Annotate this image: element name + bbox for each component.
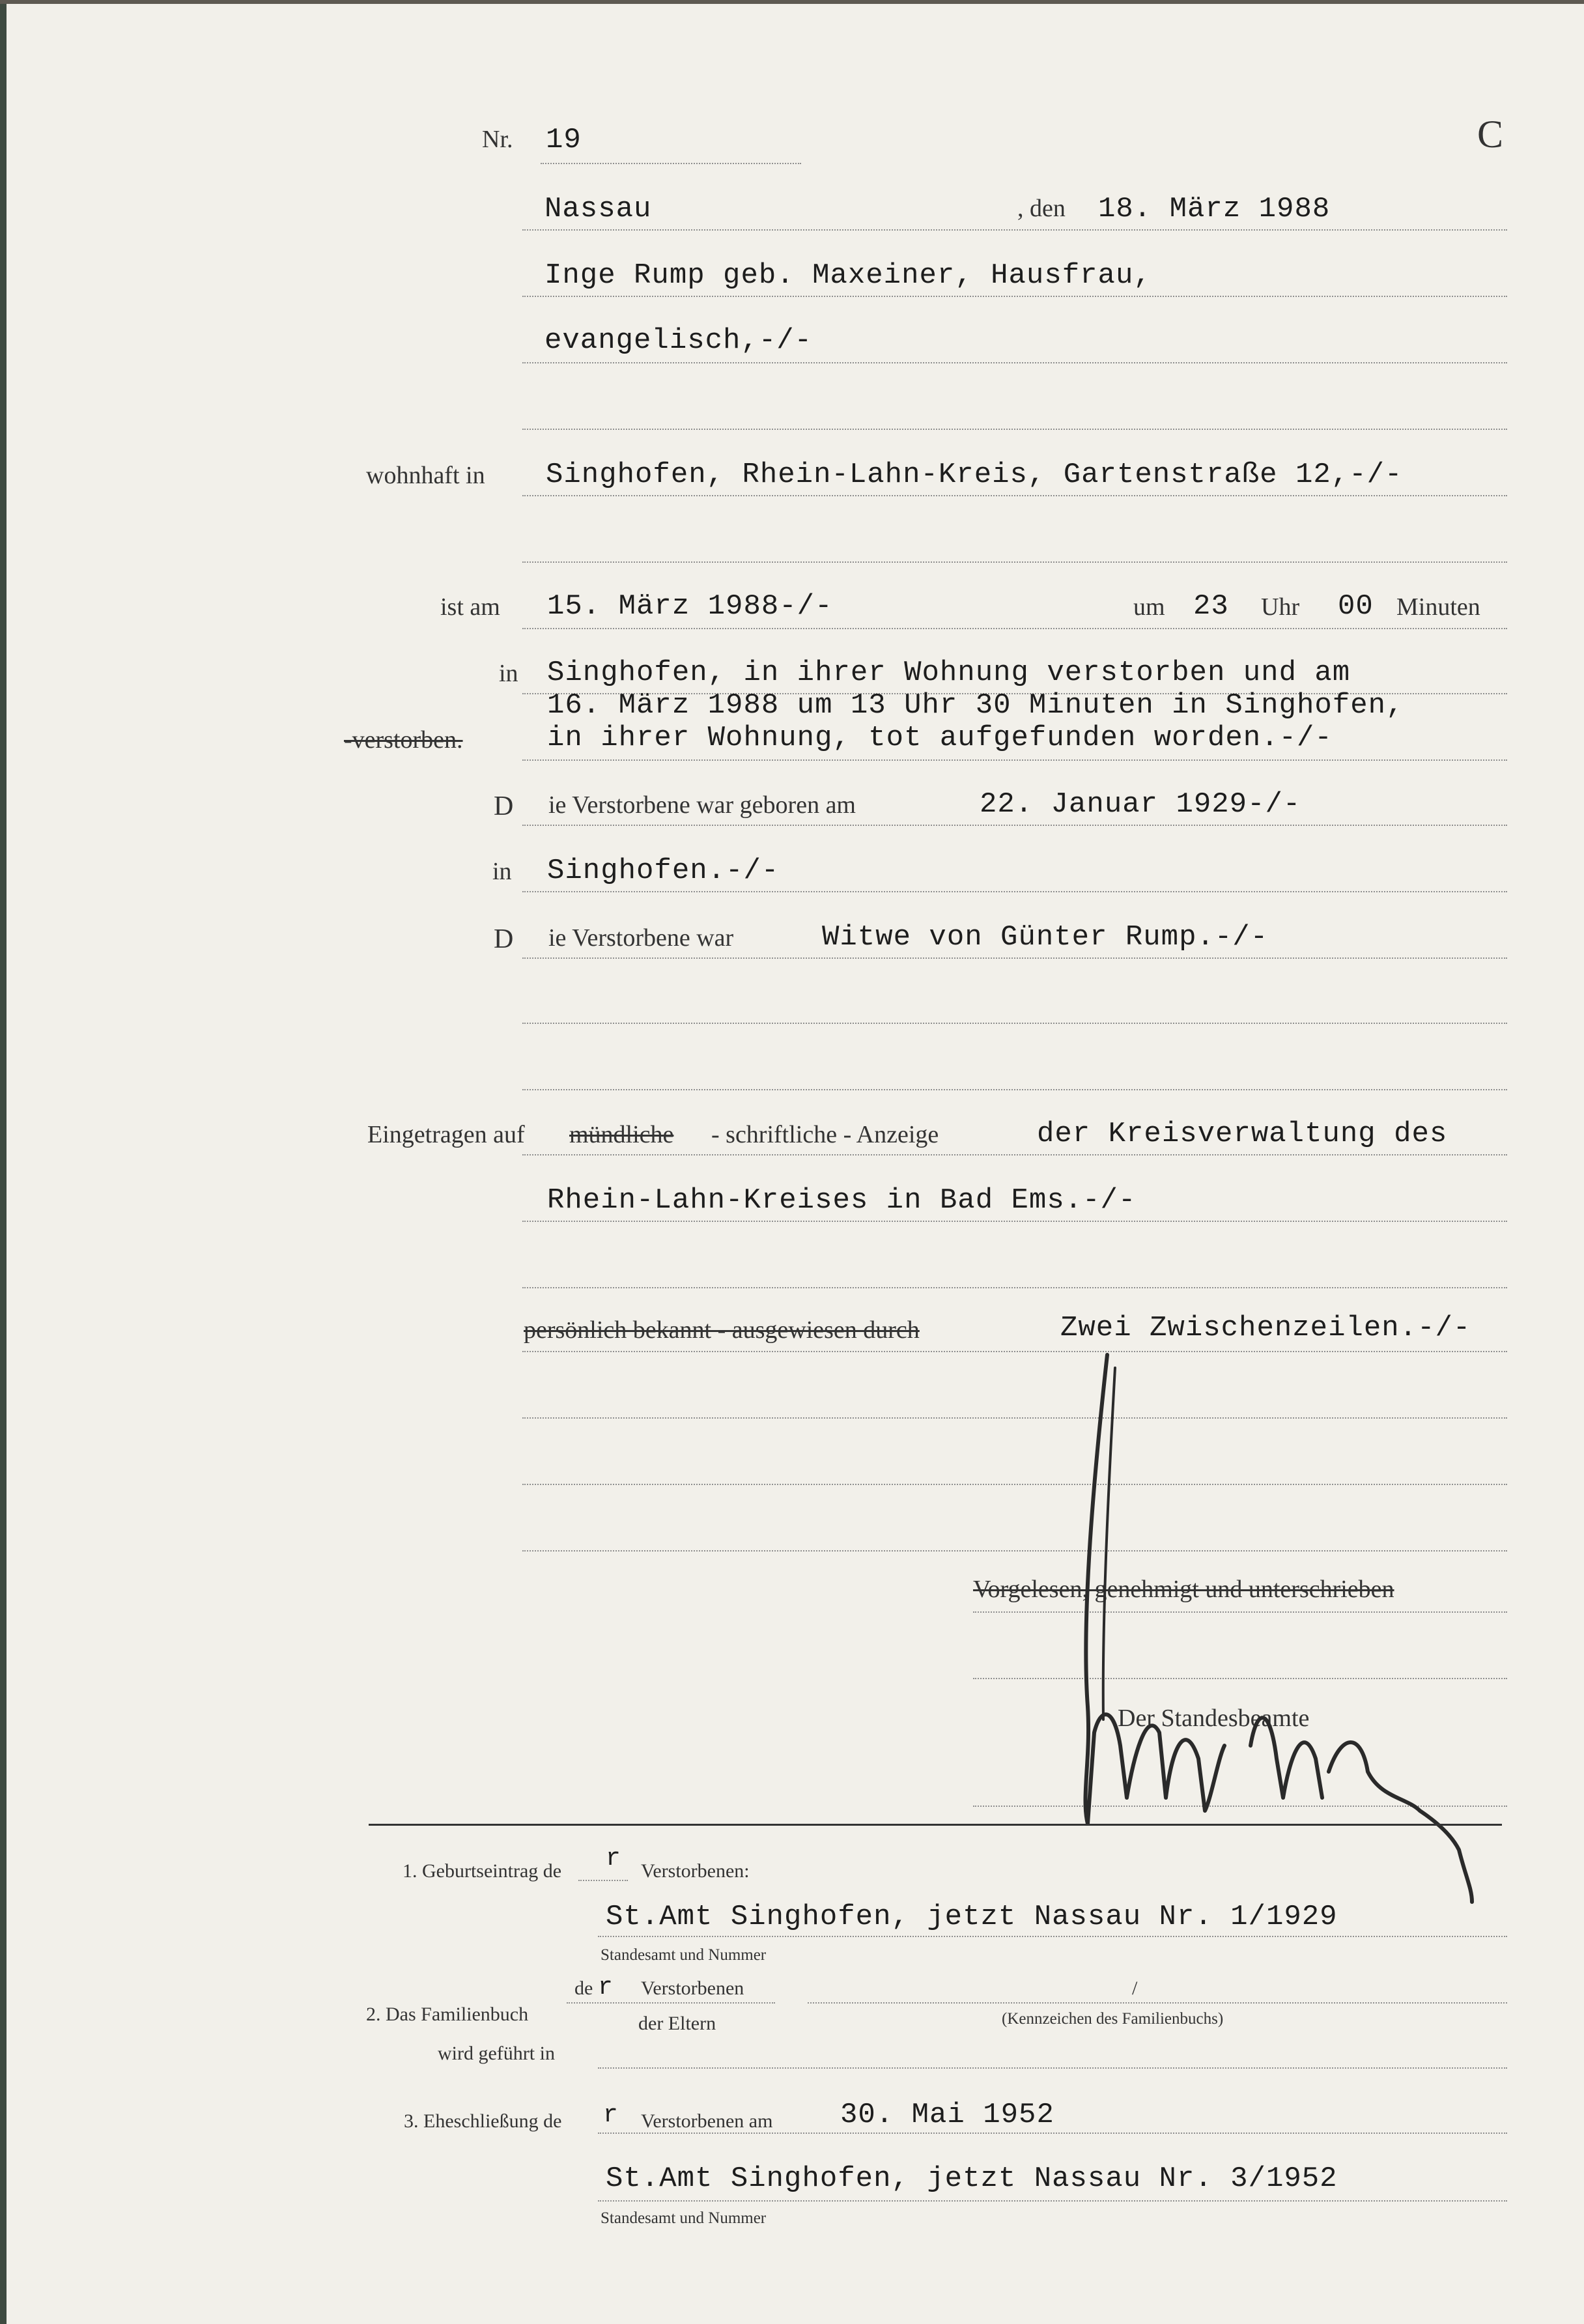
born-label: ie Verstorbene war geboren am [548,791,856,819]
residence-rule [522,495,1507,496]
verstorben-struck: -verstorben. [344,726,463,754]
in-label: in [499,660,518,687]
marriage-office: St.Amt Singhofen, jetzt Nassau Nr. 3/1952 [606,2162,1338,2195]
top-edge [0,0,1584,4]
residence-rule-2 [522,561,1507,563]
person-line-2: evangelisch,-/- [544,324,813,357]
registrar-label: Der Standesbeamte [1118,1705,1310,1732]
date-line [522,229,1507,231]
birth-entry-label-end: Verstorbenen: [641,1860,750,1882]
person-line-2-rule [522,362,1507,363]
family-book-r: r [598,1974,614,2002]
family-book-kept: wird geführt in [438,2043,555,2064]
death-place-line-3: in ihrer Wohnung, tot aufgefunden worden.-/- [547,722,1333,754]
registration-label-rest: - schriftliche - Anzeige [711,1121,939,1148]
nr-label: Nr. [482,126,513,153]
registration-value-2: Rhein-Lahn-Kreises in Bad Ems.-/- [547,1184,1137,1217]
status-rule-3 [522,1089,1507,1090]
section-divider [369,1824,1502,1826]
death-rule [522,628,1507,629]
registration-label-start: Eingetragen auf [367,1121,525,1148]
born-in-label: in [492,858,512,885]
marriage-r: r [603,2101,619,2129]
family-book-parents: der Eltern [638,2013,716,2034]
registrar-signature [1055,1342,1576,1915]
born-place-rule [522,891,1507,892]
family-book-caption: (Kennzeichen des Familienbuchs) [1002,2010,1224,2028]
family-book-rule [808,2002,1507,2004]
born-date: 22. Januar 1929-/- [980,788,1301,821]
death-date: 15. März 1988-/- [547,590,833,623]
birth-entry-value: St.Amt Singhofen, jetzt Nassau Nr. 1/1929 [606,1901,1338,1933]
birth-entry-r-rule [578,1880,628,1881]
date-prefix: , den [1017,195,1066,222]
binding-edge [0,0,7,2324]
uhr-label: Uhr [1261,593,1300,621]
registration-value-1: der Kreisverwaltung des [1037,1118,1448,1150]
family-book-kept-rule [598,2067,1507,2069]
family-book-deceased: Verstorbenen [641,1977,744,1999]
read-approved-struck: Vorgelesen, genehmigt und unterschrieben [973,1576,1394,1603]
status-label: ie Verstorbene war [548,924,734,952]
death-place-line-2: 16. März 1988 um 13 Uhr 30 Minuten in Singhofen, [547,689,1404,722]
born-d: D [494,791,514,821]
nr-value: 19 [546,124,582,156]
birth-entry-caption: Standesamt und Nummer [601,1946,767,1964]
birth-entry-rule [598,1936,1507,1937]
corner-letter: C [1477,113,1504,156]
family-book-label: 2. Das Familienbuch [366,2004,529,2025]
person-line-1: Inge Rump geb. Maxeiner, Hausfrau, [544,259,1152,292]
status-value: Witwe von Günter Rump.-/- [822,921,1269,954]
registration-rule-2 [522,1221,1507,1222]
marriage-date: 30. Mai 1952 [840,2099,1054,2131]
status-d: D [494,924,514,954]
registration-oral-struck: mündliche [569,1121,674,1148]
birth-entry-r: r [606,1845,621,1873]
status-rule-2 [522,1023,1507,1024]
um-label: um [1133,593,1165,621]
marriage-caption: Standesamt und Nummer [601,2209,767,2227]
marriage-date-rule [598,2133,1507,2134]
family-book-fraction-rule [567,2002,775,2004]
birth-entry-label-start: 1. Geburtseintrag de [403,1860,562,1882]
nr-line [541,163,801,164]
registration-rule-3 [522,1287,1507,1288]
marriage-office-rule [598,2200,1507,2202]
note-value: Zwei Zwischenzeilen.-/- [1060,1312,1471,1344]
registration-rule [522,1154,1507,1155]
status-rule [522,957,1507,959]
marriage-label-end: Verstorbenen am [641,2110,773,2132]
person-line-3-rule [522,429,1507,430]
death-place-line-1: Singhofen, in ihrer Wohnung verstorben und am [547,657,1351,689]
marriage-label-start: 3. Eheschließung de [404,2110,562,2132]
born-rule [522,825,1507,826]
known-struck: persönlich bekannt - ausgewiesen durch [524,1316,920,1344]
minuten-label: Minuten [1396,593,1480,621]
residence-label: wohnhaft in [366,462,485,489]
family-book-slash: / [1132,1977,1138,1999]
death-place-rule-2 [522,759,1507,761]
death-label: ist am [440,593,500,621]
born-place: Singhofen.-/- [547,855,780,887]
residence-value: Singhofen, Rhein-Lahn-Kreis, Gartenstraße 12,-/- [546,459,1403,491]
date-value: 18. März 1988 [1098,193,1331,225]
person-line-1-rule [522,296,1507,297]
hour-value: 23 [1193,590,1229,623]
minute-value: 00 [1338,590,1374,623]
place-value: Nassau [544,193,652,225]
family-book-de: de [574,1977,593,1999]
